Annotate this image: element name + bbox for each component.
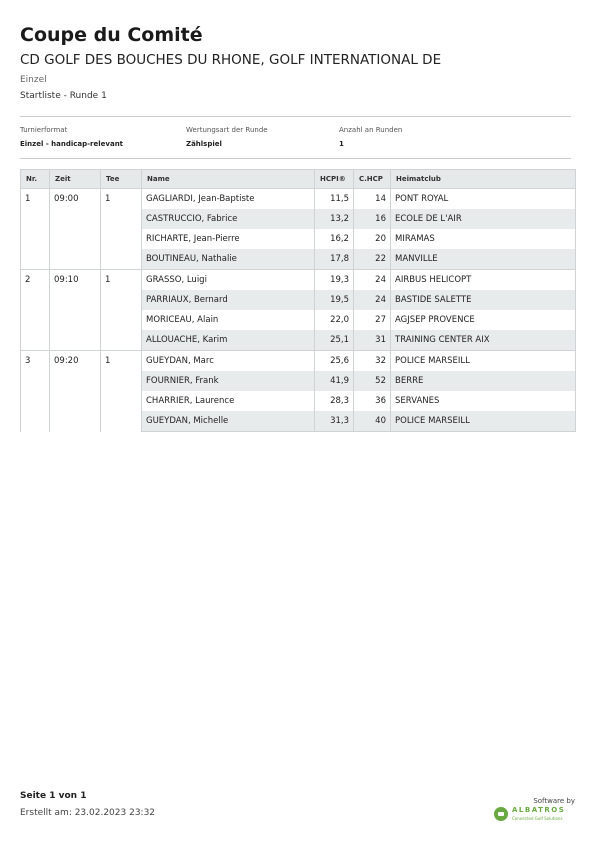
- player-hcpi: 16,2: [315, 229, 354, 249]
- player-chcp: 27: [354, 310, 391, 330]
- player-club: BASTIDE SALETTE: [391, 290, 576, 310]
- col-header-time: Zeit: [50, 170, 101, 189]
- scoring-label: Wertungsart der Runde: [186, 126, 268, 134]
- player-chcp: 40: [354, 411, 391, 432]
- albatros-logo-icon: [494, 807, 508, 821]
- player-club: POLICE MARSEILL: [391, 351, 576, 372]
- player-chcp: 52: [354, 371, 391, 391]
- group-tee: 1: [101, 189, 142, 270]
- table-row: [21, 270, 576, 291]
- group-time: 09:20: [50, 351, 101, 432]
- player-club: PONT ROYAL: [391, 189, 576, 210]
- rounds-label: Anzahl an Runden: [339, 126, 403, 134]
- player-chcp: 24: [354, 290, 391, 310]
- start-list-table: [20, 169, 576, 432]
- player-name: FOURNIER, Frank: [142, 371, 315, 391]
- player-name: BOUTINEAU, Nathalie: [142, 249, 315, 270]
- albatros-logo-tagline: Connected Golf Solutions: [512, 816, 563, 821]
- player-hcpi: 13,2: [315, 209, 354, 229]
- divider-top: [20, 116, 571, 117]
- player-hcpi: 11,5: [315, 189, 354, 210]
- mode-label: Einzel: [20, 75, 47, 85]
- col-header-chcp: C.HCP: [354, 170, 391, 189]
- format-label: Turnierformat: [20, 126, 68, 134]
- player-name: GAGLIARDI, Jean-Baptiste: [142, 189, 315, 210]
- player-name: GUEYDAN, Michelle: [142, 411, 315, 432]
- player-name: RICHARTE, Jean-Pierre: [142, 229, 315, 249]
- player-name: CASTRUCCIO, Fabrice: [142, 209, 315, 229]
- player-club: BERRE: [391, 371, 576, 391]
- player-hcpi: 25,1: [315, 330, 354, 351]
- player-hcpi: 28,3: [315, 391, 354, 411]
- player-name: MORICEAU, Alain: [142, 310, 315, 330]
- col-header-hcpi: HCPI®: [315, 170, 354, 189]
- tournament-subtitle: CD GOLF DES BOUCHES DU RHONE, GOLF INTERNATIONAL DE: [20, 52, 442, 68]
- player-club: ECOLE DE L'AIR: [391, 209, 576, 229]
- col-header-tee: Tee: [101, 170, 142, 189]
- player-chcp: 20: [354, 229, 391, 249]
- player-hcpi: 17,8: [315, 249, 354, 270]
- player-club: MANVILLE: [391, 249, 576, 270]
- player-name: PARRIAUX, Bernard: [142, 290, 315, 310]
- player-name: ALLOUACHE, Karim: [142, 330, 315, 351]
- player-chcp: 22: [354, 249, 391, 270]
- player-club: MIRAMAS: [391, 229, 576, 249]
- player-chcp: 31: [354, 330, 391, 351]
- player-chcp: 36: [354, 391, 391, 411]
- table-row: [21, 351, 576, 372]
- player-club: TRAINING CENTER AIX: [391, 330, 576, 351]
- format-value: Einzel - handicap-relevant: [20, 140, 124, 148]
- albatros-logo: [494, 806, 576, 822]
- player-chcp: 24: [354, 270, 391, 291]
- player-club: AGJSEP PROVENCE: [391, 310, 576, 330]
- player-hcpi: 25,6: [315, 351, 354, 372]
- group-time: 09:00: [50, 189, 101, 270]
- albatros-logo-name: ALBATROS: [512, 806, 566, 814]
- created-date: Erstellt am: 23.02.2023 23:32: [20, 808, 156, 818]
- group-nr: 2: [21, 270, 50, 351]
- scoring-value: Zählspiel: [186, 140, 222, 148]
- player-club: SERVANES: [391, 391, 576, 411]
- divider-bottom: [20, 158, 571, 159]
- player-name: CHARRIER, Laurence: [142, 391, 315, 411]
- group-nr: 1: [21, 189, 50, 270]
- player-hcpi: 22,0: [315, 310, 354, 330]
- group-nr: 3: [21, 351, 50, 432]
- group-time: 09:10: [50, 270, 101, 351]
- col-header-name: Name: [142, 170, 315, 189]
- list-title: Startliste - Runde 1: [20, 91, 107, 101]
- player-hcpi: 31,3: [315, 411, 354, 432]
- group-tee: 1: [101, 351, 142, 432]
- col-header-club: Heimatclub: [391, 170, 576, 189]
- player-hcpi: 19,5: [315, 290, 354, 310]
- col-header-nr: Nr.: [21, 170, 50, 189]
- table-body: [21, 189, 576, 432]
- player-hcpi: 19,3: [315, 270, 354, 291]
- player-chcp: 16: [354, 209, 391, 229]
- table-row: [21, 189, 576, 210]
- player-club: POLICE MARSEILL: [391, 411, 576, 432]
- table-header-row: [21, 170, 576, 189]
- rounds-value: 1: [339, 140, 344, 148]
- player-name: GUEYDAN, Marc: [142, 351, 315, 372]
- player-chcp: 32: [354, 351, 391, 372]
- player-club: AIRBUS HELICOPT: [391, 270, 576, 291]
- player-name: GRASSO, Luigi: [142, 270, 315, 291]
- player-chcp: 14: [354, 189, 391, 210]
- page-number: Seite 1 von 1: [20, 791, 87, 801]
- group-tee: 1: [101, 270, 142, 351]
- software-label: Software by: [533, 797, 575, 805]
- tournament-title: Coupe du Comité: [20, 24, 203, 46]
- player-hcpi: 41,9: [315, 371, 354, 391]
